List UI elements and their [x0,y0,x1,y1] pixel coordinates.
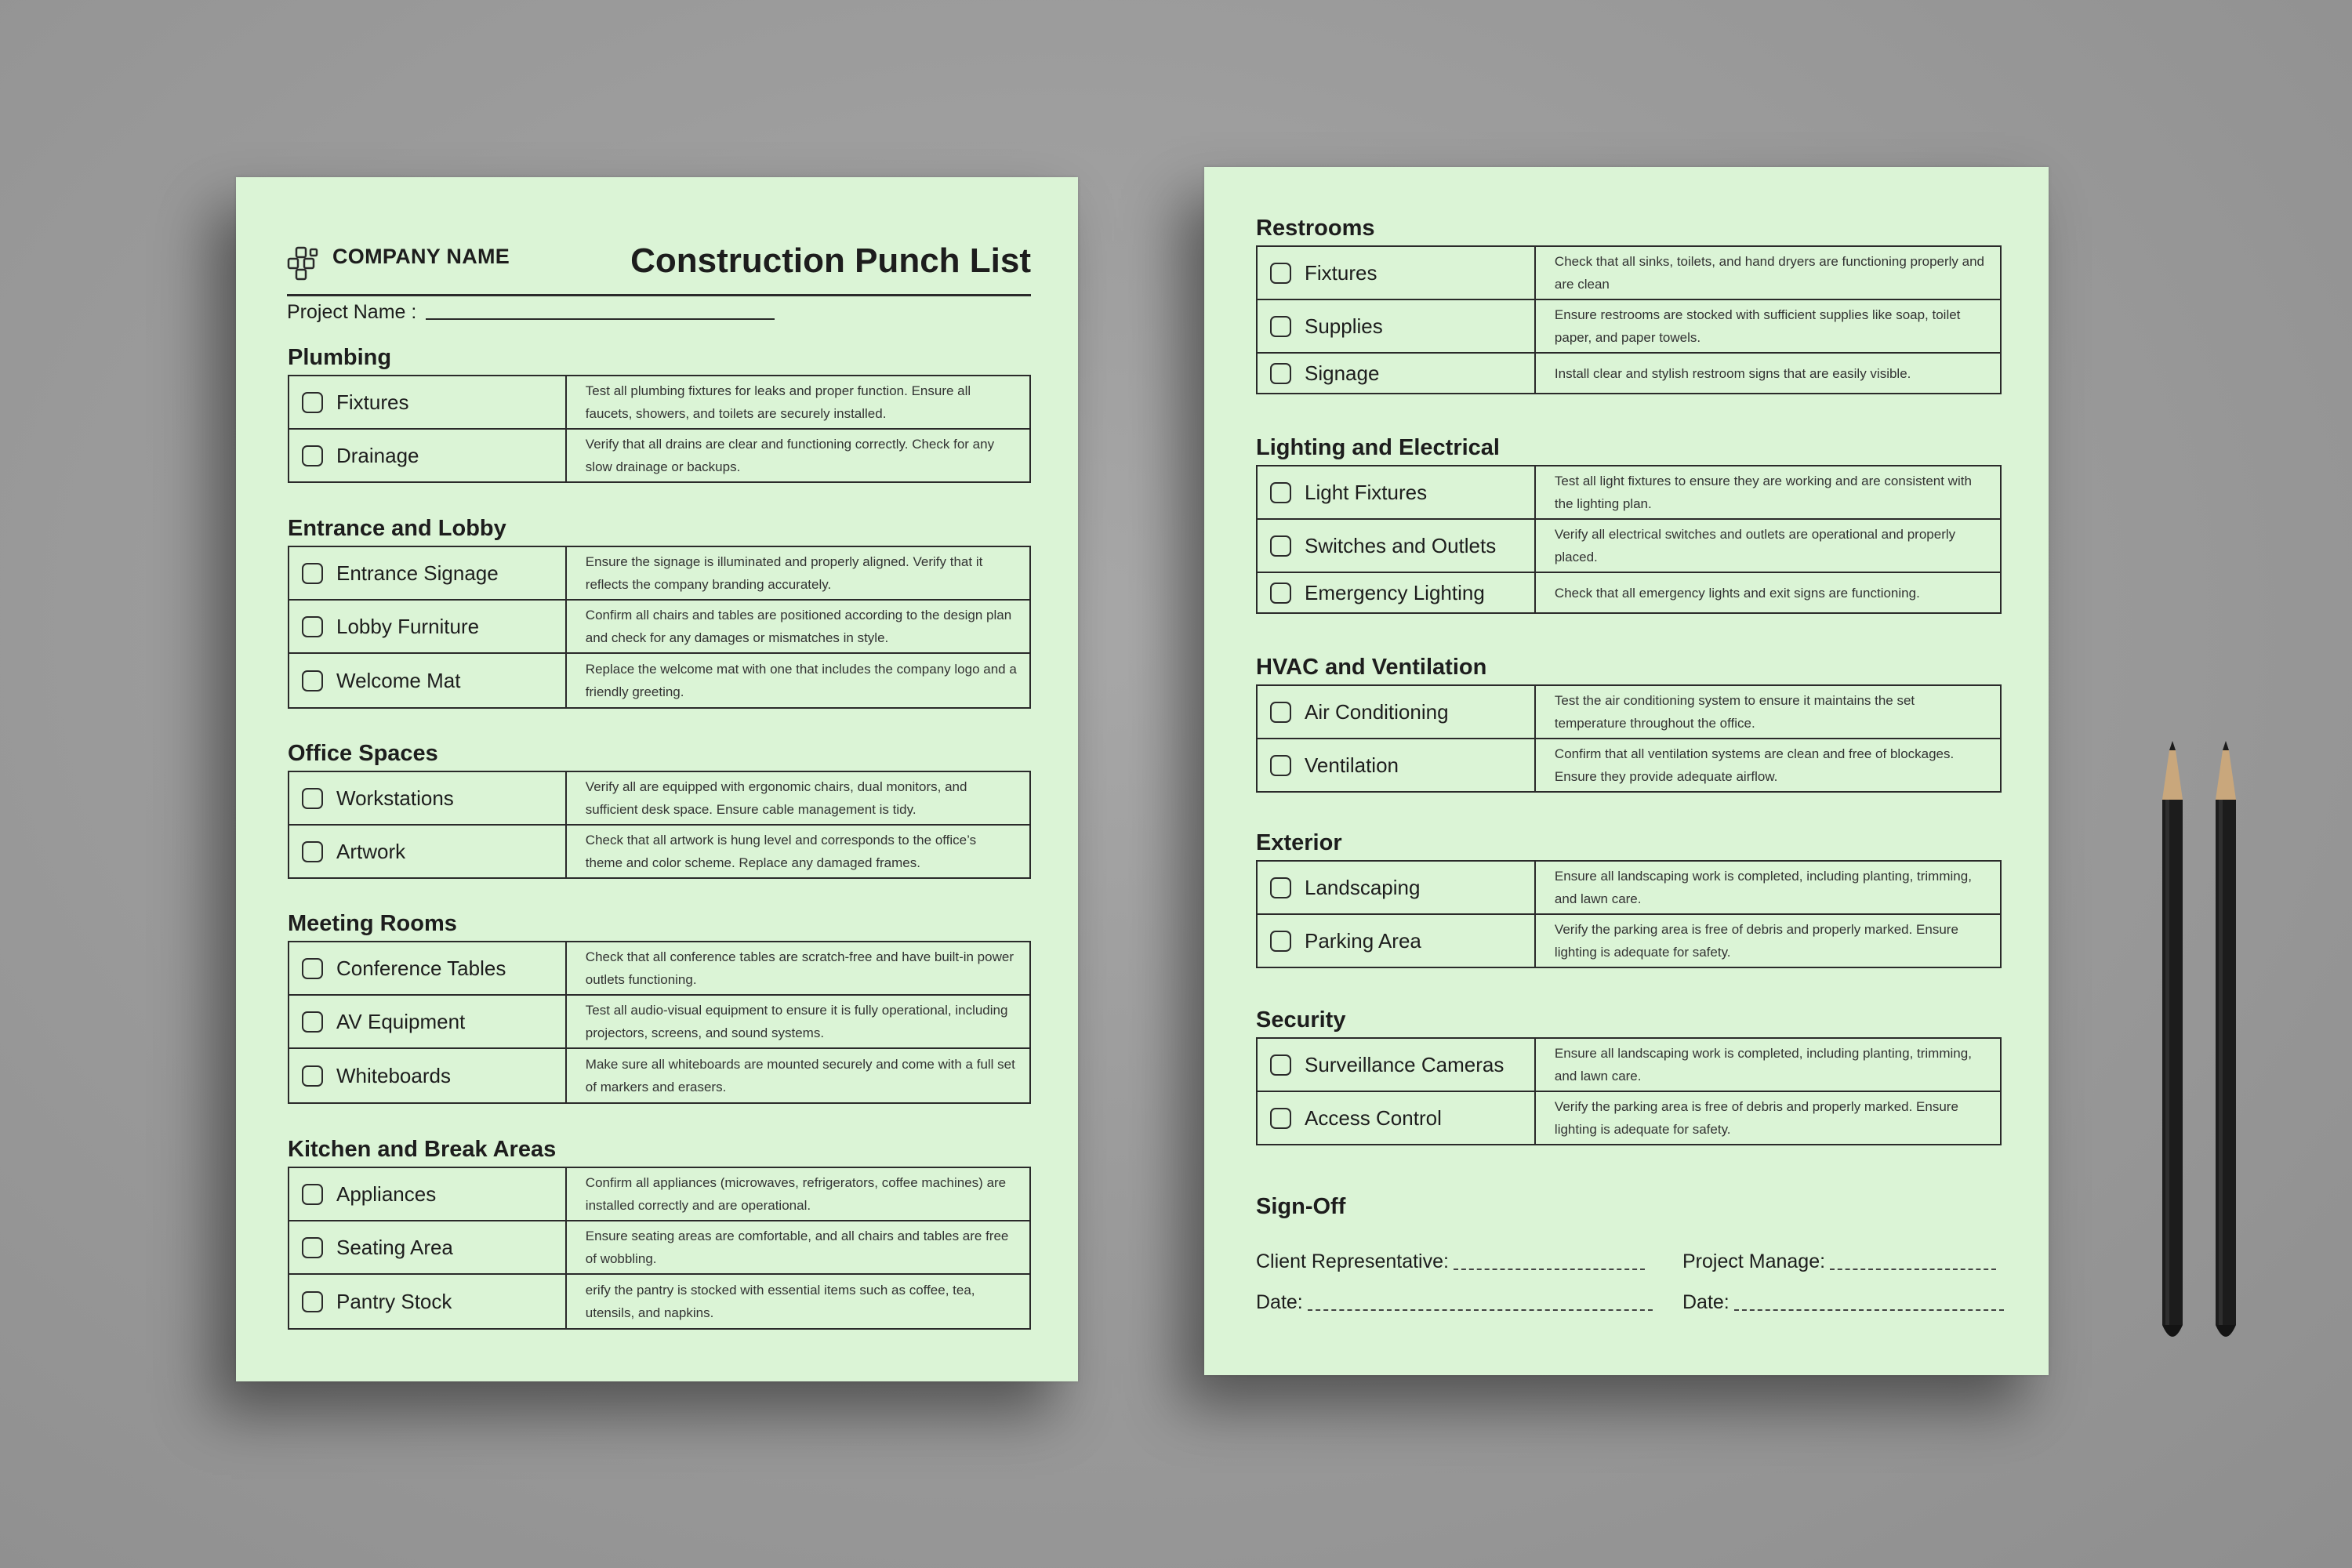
item-cell [289,653,566,708]
item-description: Verify the parking area is free of debris and properly marked. Ensure lighting is adequate for safety. [1535,1091,2001,1145]
item-cell [1257,572,1535,613]
checkbox[interactable] [1270,702,1291,723]
checklist-row [1257,246,2001,299]
item-name: Whiteboards [336,1063,451,1087]
client-signature-field[interactable] [1454,1269,1645,1270]
page-header [287,221,1031,296]
checkbox[interactable] [1270,583,1291,604]
checkbox[interactable] [302,958,323,979]
checkbox[interactable] [1270,316,1291,337]
client-signature-row [1256,1250,1645,1273]
item-description: Ensure the signage is illuminated and properly aligned. Verify that it reflects the company branding accurately. [566,546,1030,600]
checkbox[interactable] [1270,755,1291,776]
item-name: Pantry Stock [336,1289,452,1313]
section-title: HVAC and Ventilation [1256,655,1487,680]
checkbox[interactable] [302,1184,323,1205]
checkbox[interactable] [302,1291,323,1312]
item-cell [289,429,566,482]
item-name: Ventilation [1305,753,1399,777]
item-name: Artwork [336,839,406,863]
checklist-row [289,1221,1030,1274]
item-description: Make sure all whiteboards are mounted securely and come with a full set of markers and erasers. [566,1048,1030,1103]
item-cell [1257,353,1535,394]
checklist-table [288,546,1031,709]
page-1 [236,177,1078,1381]
checklist-table [1256,1037,2002,1145]
section-office-spaces [288,736,1031,879]
checklist-table [1256,465,2002,614]
checkbox[interactable] [302,788,323,809]
section-title: Entrance and Lobby [288,516,506,541]
item-cell [289,825,566,878]
item-name: Access Control [1305,1105,1442,1130]
item-cell [289,1048,566,1103]
item-cell [289,546,566,600]
checklist-row [289,376,1030,429]
item-name: Parking Area [1305,928,1421,953]
item-cell [1257,1091,1535,1145]
checklist-table [1256,860,2002,968]
section-meeting-rooms [288,906,1031,1104]
item-description: Verify the parking area is free of debris and properly marked. Ensure lighting is adequate for safety. [1535,914,2001,967]
checklist-row [1257,685,2001,739]
checklist-row [1257,914,2001,967]
project-name-field[interactable] [426,304,775,320]
item-description: Replace the welcome mat with one that includes the company logo and a friendly greeting. [566,653,1030,708]
item-name: Emergency Lighting [1305,580,1485,604]
item-description: Ensure seating areas are comfortable, and all chairs and tables are free of wobbling. [566,1221,1030,1274]
checklist-row [1257,572,2001,613]
project-name-row [287,301,775,324]
checklist-row [289,653,1030,708]
item-name: Surveillance Cameras [1305,1052,1504,1076]
item-name: Workstations [336,786,454,810]
item-cell [1257,685,1535,739]
item-name: Light Fixtures [1305,480,1428,504]
checkbox[interactable] [302,841,323,862]
item-cell [1257,299,1535,353]
pencil-icon [2159,741,2186,1368]
checklist-row [289,942,1030,995]
checklist-row [289,546,1030,600]
checkbox[interactable] [302,1011,323,1033]
item-name: Drainage [336,443,419,467]
section-title: Meeting Rooms [288,911,457,936]
client-representative-label: Client Representative: [1256,1250,1449,1272]
checklist-row [1257,519,2001,572]
checkbox[interactable] [1270,877,1291,898]
checklist-row [1257,861,2001,914]
checkbox[interactable] [302,445,323,466]
item-cell [289,600,566,653]
manager-signature-field[interactable] [1830,1269,1996,1270]
project-name-label: Project Name : [287,301,417,323]
item-name: AV Equipment [336,1009,466,1033]
checklist-table [288,1167,1031,1330]
item-cell [289,771,566,825]
item-description: Confirm all appliances (microwaves, refrigerators, coffee machines) are installed correctly and are operational. [566,1167,1030,1221]
checklist-row [289,1167,1030,1221]
checklist-table [1256,245,2002,394]
company-name: COMPANY NAME [332,245,510,268]
section-title: Office Spaces [288,741,438,766]
item-name: Fixtures [336,390,409,414]
checkbox[interactable] [302,616,323,637]
checkbox[interactable] [302,1237,323,1258]
item-description: Verify all are equipped with ergonomic chairs, dual monitors, and sufficient desk space. Ensure cable management is tidy. [566,771,1030,825]
section-exterior [1256,826,2002,968]
section-title: Plumbing [288,345,392,370]
checkbox[interactable] [1270,482,1291,503]
checklist-row [1257,299,2001,353]
section-restrooms [1256,211,2002,394]
checklist-row [289,1274,1030,1329]
section-entrance-and-lobby [288,511,1031,709]
item-cell [289,1221,566,1274]
item-cell [289,942,566,995]
item-description: Install clear and stylish restroom signs that are easily visible. [1535,353,2001,394]
section-hvac-and-ventilation [1256,650,2002,793]
checklist-row [1257,353,2001,394]
item-cell [289,1274,566,1329]
item-description: Confirm all chairs and tables are positioned according to the design plan and check for any damages or mismatches in style. [566,600,1030,653]
item-cell [1257,246,1535,299]
checkbox[interactable] [1270,363,1291,384]
checklist-row [289,600,1030,653]
checklist-table [288,375,1031,483]
item-name: Lobby Furniture [336,614,480,638]
section-title: Exterior [1256,830,1342,855]
client-date-label: Date: [1256,1291,1303,1313]
item-description: Verify that all drains are clear and functioning correctly. Check for any slow drainage or backups. [566,429,1030,482]
item-description: Ensure restrooms are stocked with sufficient supplies like soap, toilet paper, and paper towels. [1535,299,2001,353]
manager-date-field[interactable] [1734,1309,2004,1311]
item-cell [1257,861,1535,914]
checkbox[interactable] [1270,1108,1291,1129]
item-description: Verify all electrical switches and outlets are operational and properly placed. [1535,519,2001,572]
item-cell [289,995,566,1048]
manager-date-label: Date: [1682,1291,1730,1313]
pencil-icon [2212,741,2239,1368]
checkbox[interactable] [1270,1054,1291,1076]
checkbox[interactable] [1270,263,1291,284]
item-cell [289,1167,566,1221]
item-description: erify the pantry is stocked with essential items such as coffee, tea, utensils, and napkins. [566,1274,1030,1329]
item-description: Confirm that all ventilation systems are clean and free of blockages. Ensure they provide adequate airflow. [1535,739,2001,792]
item-name: Seating Area [336,1235,453,1259]
checklist-row [1257,1038,2001,1091]
item-name: Switches and Outlets [1305,533,1497,557]
checklist-row [289,995,1030,1048]
section-title: Security [1256,1007,1346,1033]
checklist-row [289,1048,1030,1103]
checkbox[interactable] [1270,931,1291,952]
checkbox[interactable] [302,563,323,584]
item-cell [1257,466,1535,519]
item-description: Test all light fixtures to ensure they are working and are consistent with the lighting plan. [1535,466,2001,519]
page-2 [1204,167,2049,1375]
item-cell [1257,914,1535,967]
section-kitchen-and-break-areas [288,1132,1031,1330]
checkbox[interactable] [302,1065,323,1087]
section-plumbing [288,340,1031,483]
section-security [1256,1003,2002,1145]
section-title: Kitchen and Break Areas [288,1137,557,1162]
checklist-row [289,429,1030,482]
checklist-row [1257,466,2001,519]
item-name: Conference Tables [336,956,506,980]
manager-signature-row [1682,1250,1996,1273]
item-name: Welcome Mat [336,668,461,692]
item-name: Landscaping [1305,875,1421,899]
item-name: Supplies [1305,314,1383,338]
item-description: Check that all sinks, toilets, and hand dryers are functioning properly and are clean [1535,246,2001,299]
project-manager-label: Project Manage: [1682,1250,1826,1272]
checklist-row [289,771,1030,825]
item-description: Check that all conference tables are scratch-free and have built-in power outlets functioning. [566,942,1030,995]
checklist-table [288,941,1031,1104]
item-description: Test all plumbing fixtures for leaks and proper function. Ensure all faucets, showers, and toilets are securely installed. [566,376,1030,429]
item-description: Check that all artwork is hung level and corresponds to the office’s theme and color scheme. Replace any damaged frames. [566,825,1030,878]
item-cell [1257,739,1535,792]
checklist-row [289,825,1030,878]
item-cell [289,376,566,429]
checkbox[interactable] [302,670,323,691]
item-description: Test the air conditioning system to ensure it maintains the set temperature throughout the office. [1535,685,2001,739]
item-name: Air Conditioning [1305,699,1449,724]
section-lighting-and-electrical [1256,430,2002,614]
page-title: Construction Punch List [630,241,1031,280]
item-name: Appliances [336,1181,437,1206]
item-name: Fixtures [1305,260,1377,285]
item-description: Test all audio-visual equipment to ensure it is fully operational, including projectors, screens, and sound systems. [566,995,1030,1048]
company-logo-icon [287,246,321,281]
checkbox[interactable] [302,392,323,413]
item-description: Ensure all landscaping work is completed, including planting, trimming, and lawn care. [1535,1038,2001,1091]
checkbox[interactable] [1270,535,1291,557]
manager-date-row [1682,1291,2004,1314]
section-title: Restrooms [1256,216,1375,241]
checklist-row [1257,1091,2001,1145]
checklist-row [1257,739,2001,792]
item-description: Check that all emergency lights and exit signs are functioning. [1535,572,2001,613]
checklist-table [1256,684,2002,793]
checklist-table [288,771,1031,879]
client-date-row [1256,1291,1653,1314]
item-cell [1257,1038,1535,1091]
item-description: Ensure all landscaping work is completed, including planting, trimming, and lawn care. [1535,861,2001,914]
client-date-field[interactable] [1308,1309,1653,1311]
section-title: Lighting and Electrical [1256,435,1500,460]
item-name: Entrance Signage [336,561,499,585]
signoff-title: Sign-Off [1256,1194,1346,1219]
item-cell [1257,519,1535,572]
item-name: Signage [1305,361,1380,385]
